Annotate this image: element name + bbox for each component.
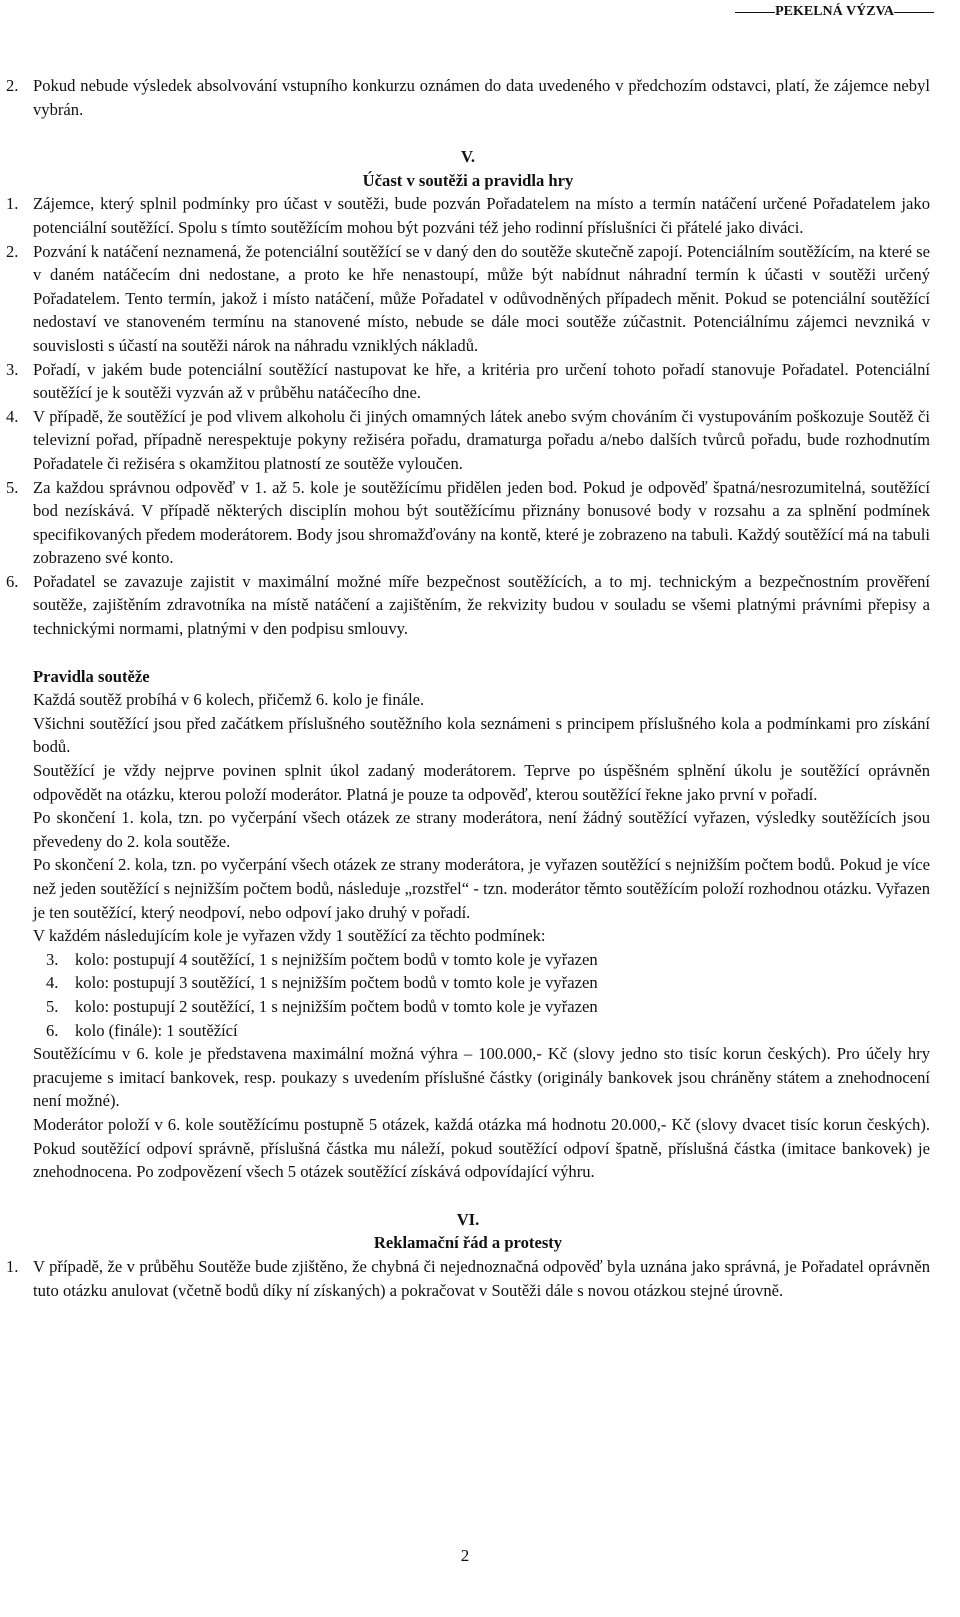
item-text: Za každou správnou odpověď v 1. až 5. kole je soutěžícímu přidělen jeden bod. Pokud je odpověď špatná/nesrozumitelná, soutěžící bod nezískává. V případě některých disciplín mohou být soutěžícímu přiznány bonusové body v rozsahu a za splnění podmínek specifikovaných předem moderátorem. Body jsou shromažďovány na kontě, které je zobrazeno na tabuli. Každý soutěžící má na tabuli zobrazeno své konto. — [33, 477, 930, 568]
page-number: 2 — [460, 1546, 470, 1565]
header-title: PEKELNÁ VÝZVA — [775, 4, 894, 19]
list-item — [6, 74, 930, 121]
rules-paragraph: V každém následujícím kole je vyřazen vždy 1 soutěžící za těchto podmínek: — [33, 926, 546, 946]
item-number: 1. — [6, 194, 19, 214]
round-item — [33, 995, 930, 1019]
running-header — [735, 4, 934, 20]
rules-paragraph: Soutěžící je vždy nejprve povinen splnit úkol zadaný moderátorem. Teprve po úspěšném splnění úkolu je soutěžící oprávněn odpovědět na otázku, kterou položí moderátor. Platná je pouze ta odpověď, kterou soutěžící řekne jako první v pořadí. — [33, 761, 930, 804]
round-number: 3. — [46, 949, 59, 969]
header-rule-left — [735, 12, 775, 13]
round-text: kolo: postupují 2 soutěžící, 1 s nejnižším počtem bodů v tomto kole je vyřazen — [75, 996, 598, 1016]
section-numeral: VI. — [456, 1209, 480, 1229]
header-rule-right — [894, 12, 934, 13]
item-number: 4. — [6, 406, 19, 426]
list-item — [6, 358, 930, 405]
section-title: Reklamační řád a protesty — [373, 1233, 563, 1253]
round-number: 6. — [46, 1020, 59, 1040]
item-text: Zájemce, který splnil podmínky pro účast v soutěži, bude pozván Pořadatelem na místo a termín natáčení určené Pořadatelem jako potenciální soutěžící. Spolu s tímto soutěžícím mohou být pozváni též jeho rodinní příslušníci či přátelé jako diváci. — [33, 194, 930, 237]
list-item — [6, 1255, 930, 1302]
item-text: Pořadí, v jakém bude potenciální soutěžící nastupovat ke hře, a kritéria pro určení tohoto pořadí stanovuje Pořadatel. Potenciální soutěžící je k soutěži vyzván až v průběhu natáčecího dne. — [33, 359, 930, 403]
item-text: V případě, že v průběhu Soutěže bude zjištěno, že chybná či nejednoznačná odpověď byla uznána jako správná, je Pořadatel oprávněn tuto otázku anulovat (včetně bodů díky ní získaných) a pokračovat v Soutěži dále s novou otázkou stejné úrovně. — [33, 1256, 930, 1300]
rules-paragraph: Moderátor položí v 6. kole soutěžícímu postupně 5 otázek, každá otázka má hodnotu 20.000,- Kč (slovy dvacet tisíc korun českých). Pokud soutěžící odpoví správně, příslušná částka mu náleží, pokud soutěžící odpoví špatně, příslušná částka (imitace bankovek) je znehodnocena. Po zodpovězení všech 5 otázek soutěžící získává odpovídající výhru. — [33, 1114, 930, 1182]
round-number: 4. — [46, 973, 59, 993]
list-item — [6, 570, 930, 641]
list-item — [6, 476, 930, 570]
item-text: V případě, že soutěžící je pod vlivem alkoholu či jiných omamných látek anebo svým chováním či vystupováním poškozuje Soutěž či televizní pořad, případně nerespektuje pokyny režiséra pořadu, dramaturga pořadu a/nebo dalších tvůrců pořadu, bude rozhodnutím Pořadatele či režiséra s okamžitou platností ze soutěže vyloučen. — [33, 406, 930, 473]
item-number: 2. — [6, 76, 19, 95]
round-number: 5. — [46, 996, 59, 1016]
item-text: Pořadatel se zavazuje zajistit v maximální možné míře bezpečnost soutěžících, a to mj. technickým a bezpečnostním prověření soutěže, zajištěním zdravotníka na místě natáčení a zajištěním, že rekvizity budou v souladu se všemi platnými právními přepisy a technickými normami, platnými v den podpisu smlouvy. — [33, 571, 930, 639]
rules-paragraph: Každá soutěž probíhá v 6 kolech, přičemž 6. kolo je finále. — [33, 690, 425, 710]
list-item — [6, 405, 930, 476]
round-item — [33, 1019, 930, 1043]
item-number: 2. — [6, 241, 19, 261]
round-item — [33, 971, 930, 995]
item-text: Pokud nebude výsledek absolvování vstupního konkurzu oznámen do data uvedeného v předchozím odstavci, platí, že zájemce nebyl vybrán. — [33, 76, 930, 119]
rules-paragraph: Všichni soutěžící jsou před začátkem příslušného soutěžního kola seznámeni s principem příslušného kola a podmínkami pro získání bodů. — [33, 713, 930, 757]
rules-paragraph: Soutěžícímu v 6. kole je představena maximální možná výhra – 100.000,- Kč (slovy jedno sto tisíc korun českých). Pro účely hry pracujeme s imitací bankovek, resp. poukazy s uvedením příslušné částky (originály bankovek jsou chráněny státem a znehodnocení není možné). — [33, 1044, 930, 1111]
item-number: 6. — [6, 571, 19, 591]
rules-title: Pravidla soutěže — [33, 666, 150, 686]
section-numeral: V. — [461, 147, 475, 167]
item-number: 3. — [6, 359, 19, 379]
rules-paragraph: Po skončení 2. kola, tzn. po vyčerpání všech otázek ze strany moderátora, je vyřazen soutěžící s nejnižším počtem bodů. Pokud je více než jeden soutěžící s nejnižším počtem bodů, následuje „rozstřel“ - tzn. moderátor těmto soutěžícím položí rozhodnou otázku. Vyřazen je ten soutěžící, který neodpoví, nebo odpoví jako druhý v pořadí. — [33, 855, 930, 922]
list-item — [6, 192, 930, 239]
document-body — [6, 74, 930, 1302]
item-number: 1. — [6, 1256, 19, 1276]
round-item — [33, 948, 930, 972]
list-item — [6, 240, 930, 358]
round-text: kolo: postupují 3 soutěžící, 1 s nejnižším počtem bodů v tomto kole je vyřazen — [75, 973, 598, 993]
round-text: kolo: postupují 4 soutěžící, 1 s nejnižším počtem bodů v tomto kole je vyřazen — [75, 949, 598, 969]
item-number: 5. — [6, 477, 19, 497]
rules-section — [6, 665, 930, 1184]
rules-paragraph: Po skončení 1. kola, tzn. po vyčerpání všech otázek ze strany moderátora, není žádný soutěžící vyřazen, výsledky soutěžících jsou převedeny do 2. kola soutěže. — [33, 808, 930, 851]
section-title: Účast v soutěži a pravidla hry — [362, 170, 574, 190]
item-text: Pozvání k natáčení neznamená, že potenciální soutěžící se v daný den do soutěže skutečně zapojí. Potenciálním soutěžícím, na které se v daném natáčecím dni nedostane, a proto ke hře nenastoupí, může být nabídnut náhradní termín k účasti v soutěži určený Pořadatelem. Tento termín, jakož i místo natáčení, může Pořadatel v odůvodněných případech měnit. Pokud se potenciální soutěžící nedostaví ve stanoveném termínu na stanovené místo, nebude se dále moci soutěže zúčastnit. Potenciálnímu zájemci nevzniká v souvislosti s účastí na soutěži nárok na náhradu vzniklých nákladů. — [33, 241, 930, 355]
round-text: kolo (finále): 1 soutěžící — [75, 1020, 238, 1040]
